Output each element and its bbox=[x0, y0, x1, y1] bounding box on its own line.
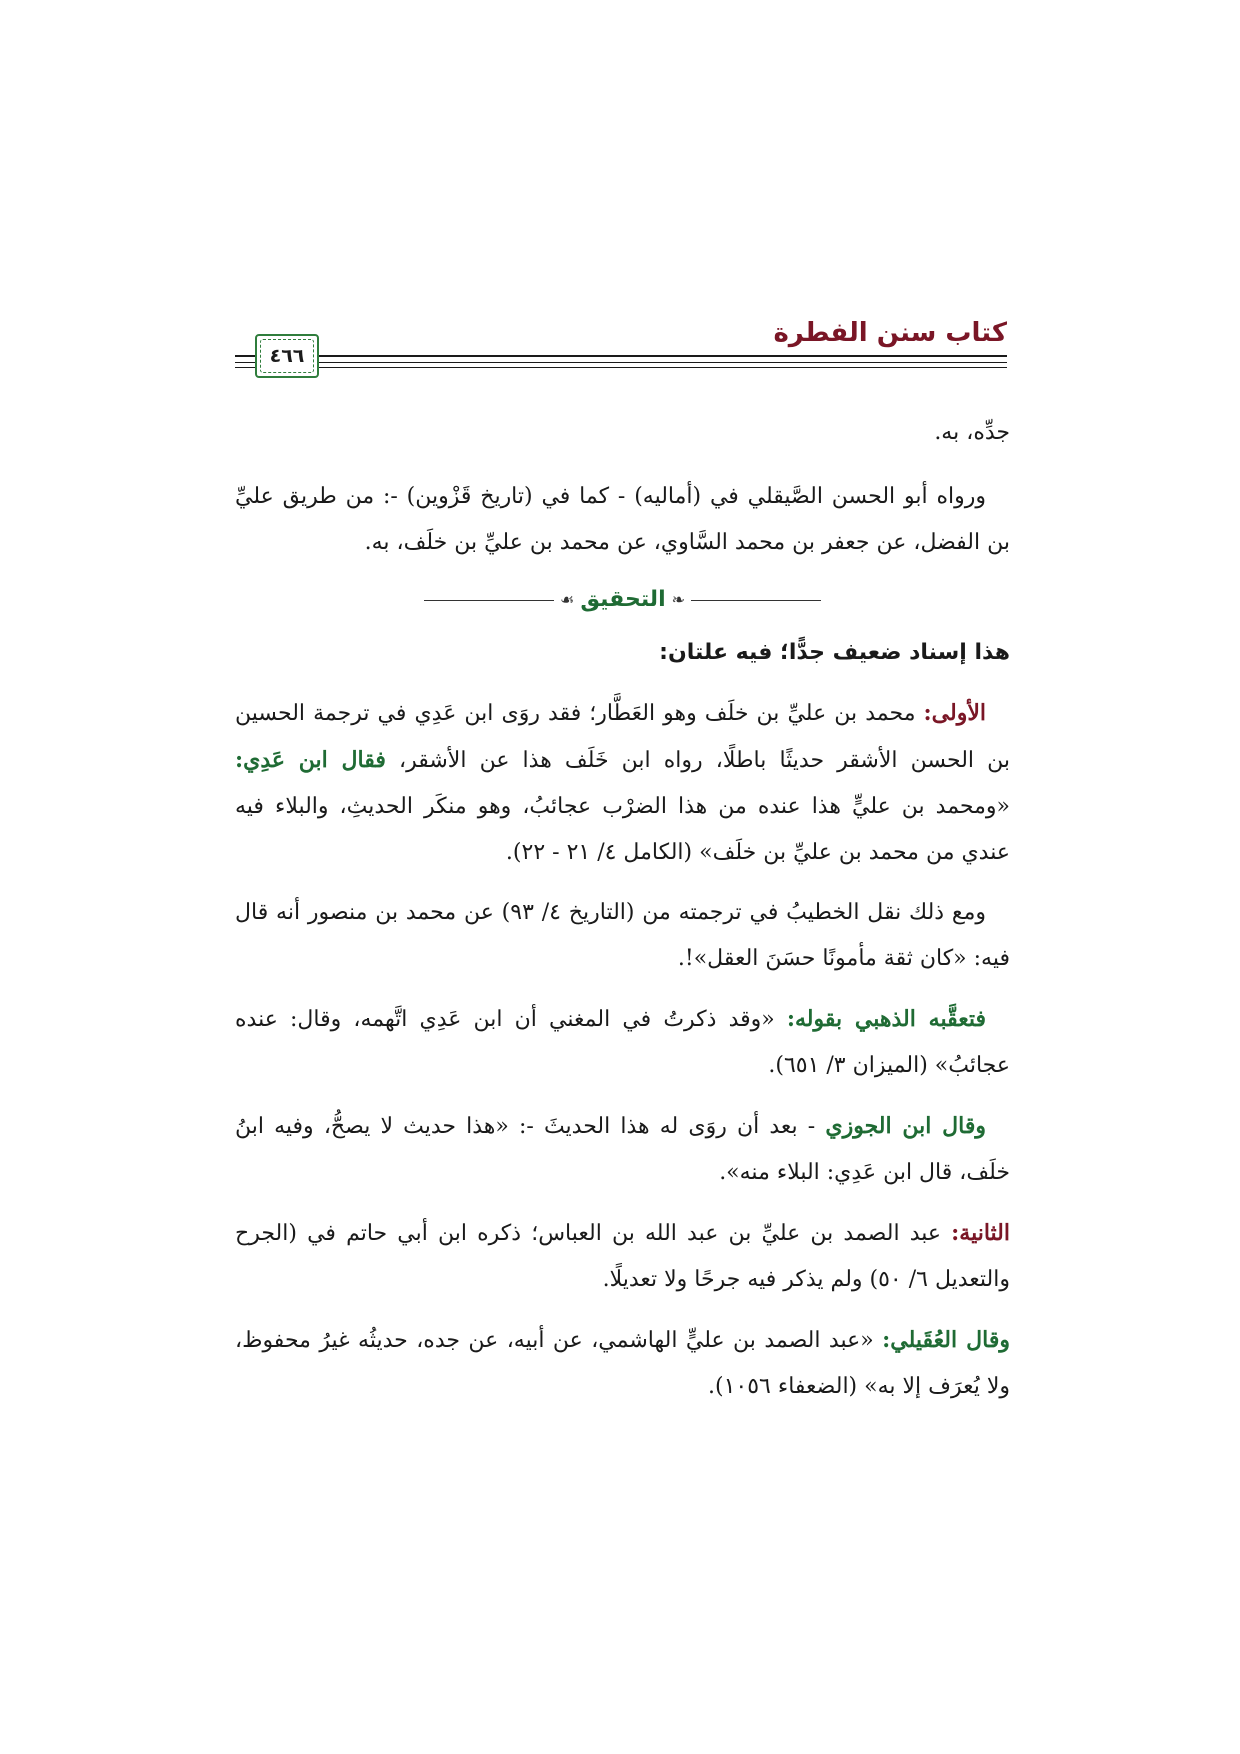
paragraph-text: «وقد ذكرتُ في المغني أن ابن عَدِي اتَّهمه، وقال: عنده عجائبُ» (الميزان ٣/ ٦٥١). bbox=[235, 1007, 1010, 1078]
paragraph-text: «عبد الصمد بن عليٍّ الهاشمي، عن أبيه، عن جده، حديثُه غيرُ محفوظ، ولا يُعرَف إلا به» (الضعفاء ١٠٥٦). bbox=[235, 1328, 1010, 1399]
paragraph-text: محمد بن عليِّ بن خلَف وهو العَطَّار؛ فقد روَى ابن عَدِي في ترجمة الحسين بن الحسن الأشقر حديثًا باطلًا، رواه ابن خَلَف هذا عن الأشقر، bbox=[235, 701, 1011, 773]
paragraph: جدِّه، به. bbox=[934, 420, 1010, 445]
page-number: ٤٦٦ bbox=[269, 345, 305, 367]
paragraph bbox=[235, 690, 1010, 876]
point-label: الأولى: bbox=[923, 700, 986, 726]
ornament-icon: ❧ bbox=[671, 590, 686, 609]
paragraph-text: ومع ذلك نقل الخطيبُ في ترجمته من (التاريخ ٤/ ٩٣) عن محمد بن منصور أنه قال فيه: «كان ثقة مأمونًا حسَنَ العقل»!. bbox=[235, 900, 1010, 971]
point-label: الثانية: bbox=[951, 1220, 1010, 1246]
ornament-icon: ☙ bbox=[559, 590, 575, 609]
section-title: التحقيق bbox=[580, 587, 666, 612]
paragraph bbox=[235, 1317, 1010, 1410]
paragraph bbox=[235, 474, 1010, 566]
divider-line bbox=[424, 600, 554, 601]
header-rule bbox=[235, 362, 1007, 363]
header-rule bbox=[235, 367, 1007, 368]
citation-label: وقال ابن الجوزي bbox=[825, 1113, 986, 1139]
paragraph bbox=[235, 1210, 1010, 1303]
divider-line bbox=[691, 600, 821, 601]
citation-label: وقال العُقَيلي: bbox=[882, 1327, 1010, 1353]
book-title: كتاب سنن الفطرة bbox=[773, 318, 1007, 348]
header-rule bbox=[235, 355, 1007, 357]
page-header bbox=[235, 318, 1007, 390]
citation-label: فتعقَّبه الذهبي بقوله: bbox=[786, 1006, 986, 1032]
paragraph-text: عبد الصمد بن عليِّ بن عبد الله بن العباس؛ ذكره ابن أبي حاتم في (الجرح والتعديل ٦/ ٥٠) ولم يذكر فيه جرحًا ولا تعديلًا. bbox=[235, 1221, 1010, 1292]
citation-label: فقال ابن عَدِي: bbox=[235, 747, 386, 773]
paragraph bbox=[235, 996, 1010, 1089]
section-divider bbox=[235, 580, 1010, 620]
paragraph-text: ورواه أبو الحسن الصَّيقلي في (أماليه) - كما في (تاريخ قَزْوين) -: من طريق عليِّ بن الفضل، عن جعفر بن محمد السَّاوي، عن محمد بن عليِّ بن خلَف، به. bbox=[235, 484, 1010, 555]
paragraph bbox=[235, 890, 1010, 982]
paragraph-text: «ومحمد بن عليٍّ هذا عنده من هذا الضرْب عجائبُ، وهو منكَر الحديثِ، والبلاء فيه عندي من محمد بن عليِّ بن خلَف» (الكامل ٤/ ٢١ - ٢٢). bbox=[235, 794, 1010, 865]
paragraph bbox=[235, 630, 1010, 676]
paragraph-text: هذا إسناد ضعيف جدًّا؛ فيه علتان: bbox=[659, 640, 1010, 665]
paragraph-text: - بعد أن روَى له هذا الحديثَ -: «هذا حديث لا يصحُّ، وفيه ابنُ خلَف، قال ابن عَدِي: البلاء منه». bbox=[235, 1114, 1010, 1185]
page-number-badge bbox=[255, 334, 319, 378]
paragraph bbox=[235, 1103, 1010, 1196]
page-body bbox=[235, 410, 1010, 1424]
